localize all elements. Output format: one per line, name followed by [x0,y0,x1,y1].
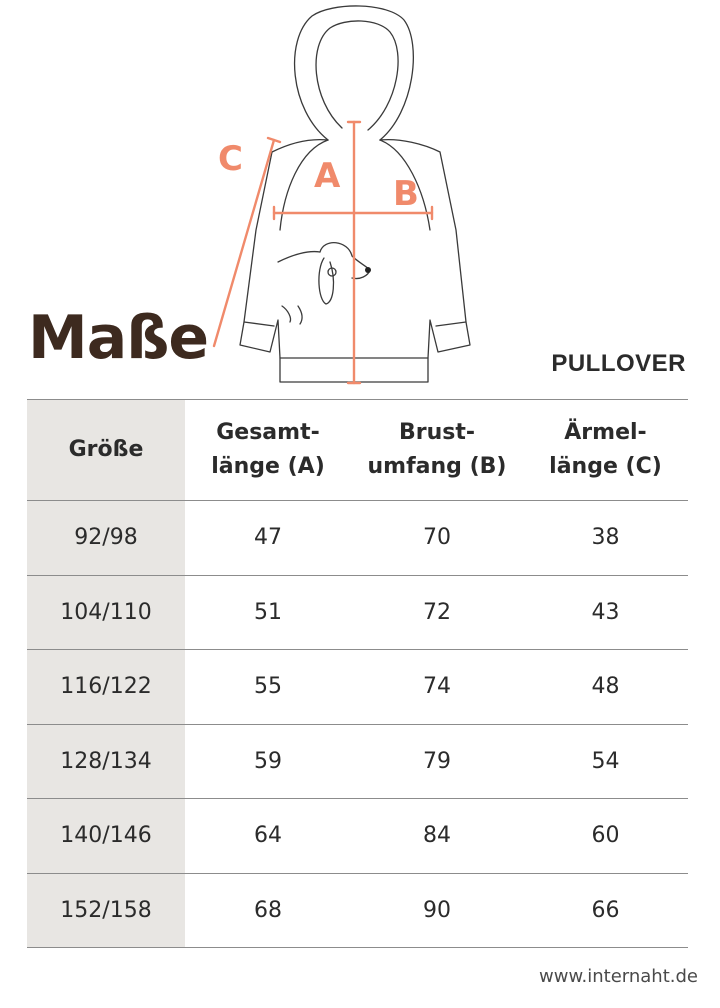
cell-size: 152/158 [60,897,152,923]
header-total-length: Gesamt- länge (A) [211,419,325,479]
table-header-row [27,400,688,501]
cell-size: 128/134 [60,748,152,774]
cell-size: 104/110 [60,599,152,625]
cell-total-length: 47 [254,525,282,551]
table-row [27,799,688,874]
table-row [27,874,688,949]
hoodie-illustration [200,0,520,390]
header-chest: Brust- umfang (B) [367,419,507,479]
cell-size: 116/122 [60,674,152,700]
label-c: C [218,139,243,179]
cell-chest: 72 [423,599,451,625]
cell-size: 92/98 [74,525,138,551]
cell-size: 140/146 [60,823,152,849]
cell-total-length: 68 [254,897,282,923]
cell-chest: 90 [423,897,451,923]
cell-chest: 79 [423,748,451,774]
cell-sleeve: 43 [591,599,620,625]
table-row [27,501,688,576]
table-row [27,576,688,651]
label-a: A [314,156,341,196]
cell-chest: 74 [423,674,451,700]
cell-total-length: 64 [254,823,282,849]
cell-total-length: 55 [254,674,282,700]
website-url: www.internaht.de [539,966,698,987]
cell-sleeve: 48 [591,674,620,700]
table-row [27,725,688,800]
label-b: B [393,174,419,214]
page-title: Maße [28,303,209,373]
cell-chest: 84 [423,823,451,849]
header-sleeve: Ärmel- länge (C) [549,419,662,479]
table-row [27,650,688,725]
header-size: Größe [68,436,144,462]
cell-sleeve: 38 [591,525,620,551]
size-table [27,399,688,948]
cell-total-length: 59 [254,748,282,774]
cell-sleeve: 66 [591,897,620,923]
cell-sleeve: 60 [591,823,620,849]
garment-type: PULLOVER [551,350,686,377]
cell-sleeve: 54 [591,748,620,774]
cell-total-length: 51 [254,599,282,625]
cell-chest: 70 [423,525,451,551]
